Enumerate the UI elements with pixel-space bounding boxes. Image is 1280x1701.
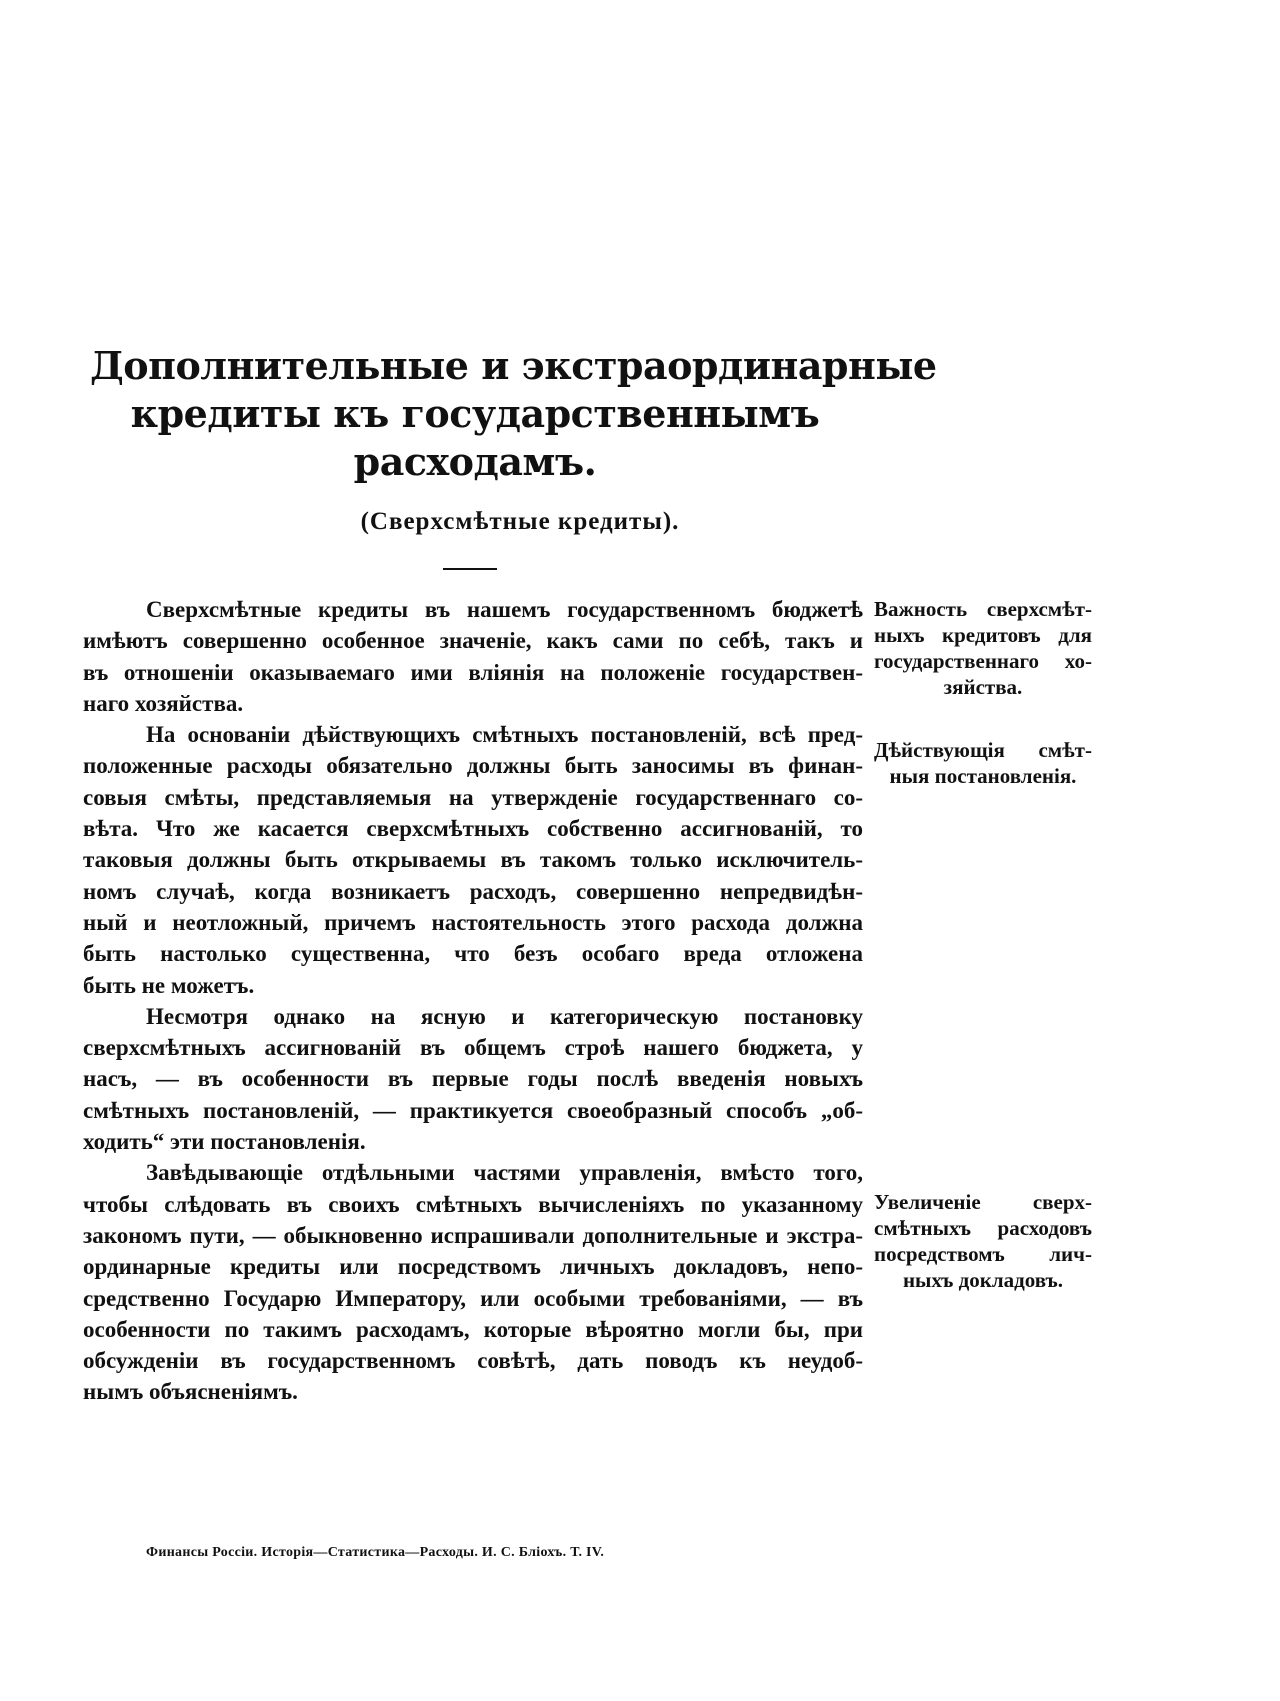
margin-note — [874, 596, 1092, 700]
margin-note — [874, 1189, 1092, 1293]
text-line: На основаніи дѣйствующихъ смѣтныхъ постановленій, всѣ пред- — [146, 722, 863, 748]
note-line: ныя постановленія. — [889, 764, 1077, 788]
text-line: таковыя должны быть открываемы въ такомъ только исключитель- — [83, 847, 863, 873]
text-line: насъ, — въ особенности въ первые годы послѣ введенія новыхъ — [83, 1066, 863, 1092]
text-line: особенности по такимъ расходамъ, которые вѣроятно могли бы, при — [83, 1316, 863, 1342]
text-line: сверхсмѣтныхъ ассигнованій въ общемъ строѣ нашего бюджета, у — [83, 1035, 863, 1061]
text-line: закономъ пути, — обыкновенно испрашивали дополнительные и экстра- — [83, 1222, 863, 1248]
text-line: вѣта. Что же касается сверхсмѣтныхъ собственно ассигнованій, то — [83, 816, 863, 842]
note-line: зяйства. — [943, 675, 1023, 699]
text-line: наго хозяйства. — [83, 690, 244, 716]
text-line: смѣтныхъ постановленій, — практикуется своеобразный способъ „об- — [83, 1097, 863, 1123]
note-line: смѣтныхъ расходовъ — [874, 1216, 1092, 1240]
subtitle: (Сверхсмѣтные кредиты). — [360, 508, 680, 535]
paragraph — [83, 594, 863, 719]
text-line: имѣютъ совершенно особенное значеніе, какъ сами по себѣ, такъ и — [83, 628, 863, 654]
text-line: Сверхсмѣтные кредиты въ нашемъ государственномъ бюджетѣ — [146, 597, 863, 622]
text-line: средственно Государю Императору, или особыми требованіями, — въ — [83, 1285, 863, 1311]
title-line: Дополнительные и экстраординарные — [90, 343, 937, 388]
title-line: кредиты къ государственнымъ — [130, 391, 820, 436]
page-title — [90, 342, 937, 486]
text-line: ный и неотложный, причемъ настоятельность этого расхода должна — [83, 909, 863, 935]
text-line: совыя смѣты, представляемыя на утвержденіе государственнаго со- — [83, 784, 863, 810]
text-line: чтобы слѣдовать въ своихъ смѣтныхъ вычисленіяхъ по указанному — [83, 1191, 863, 1217]
note-line: государственнаго хо- — [874, 649, 1092, 673]
note-line: Увеличеніе сверх- — [874, 1190, 1092, 1214]
paragraph — [83, 719, 863, 1001]
text-line: номъ случаѣ, когда возникаетъ расходъ, совершенно непредвидѣн- — [83, 878, 863, 904]
text-line: обсужденіи въ государственномъ совѣтѣ, дать поводъ къ неудоб- — [83, 1348, 863, 1374]
note-line: ныхъ кредитовъ для — [874, 623, 1092, 647]
paragraph — [83, 1001, 863, 1157]
text-line: быть настолько существенна, что безъ особаго вреда отложена — [83, 941, 863, 967]
footer: Финансы Россіи. Исторія—Статистика—Расходы. И. С. Блiохъ. Т. IV. — [146, 1545, 605, 1560]
text-line: Несмотря однако на ясную и категорическую постановку — [146, 1003, 863, 1029]
text-line: ходить“ эти постановленія. — [83, 1129, 366, 1155]
margin-note — [874, 737, 1092, 789]
paragraph — [83, 1157, 863, 1407]
note-line: посредствомъ лич- — [874, 1242, 1092, 1266]
text-line: положенные расходы обязательно должны быть заносимы въ финан- — [83, 753, 863, 779]
note-line: Дѣйствующія смѣт- — [874, 738, 1092, 762]
text-line: въ отношеніи оказываемаго ими вліянія на положеніе государствен- — [83, 659, 863, 685]
text-line: быть не можетъ. — [83, 972, 255, 998]
body-text — [83, 594, 863, 1408]
text-line: нымъ объясненіямъ. — [83, 1379, 298, 1405]
text-line: Завѣдывающіе отдѣльными частями управленія, вмѣсто того, — [146, 1160, 863, 1186]
divider — [443, 568, 497, 570]
text-line: ординарные кредиты или посредствомъ личныхъ докладовъ, непо- — [83, 1254, 863, 1280]
note-line: ныхъ докладовъ. — [902, 1268, 1064, 1292]
title-line: расходамъ. — [353, 439, 597, 484]
note-line: Важность сверхсмѣт- — [874, 597, 1092, 621]
